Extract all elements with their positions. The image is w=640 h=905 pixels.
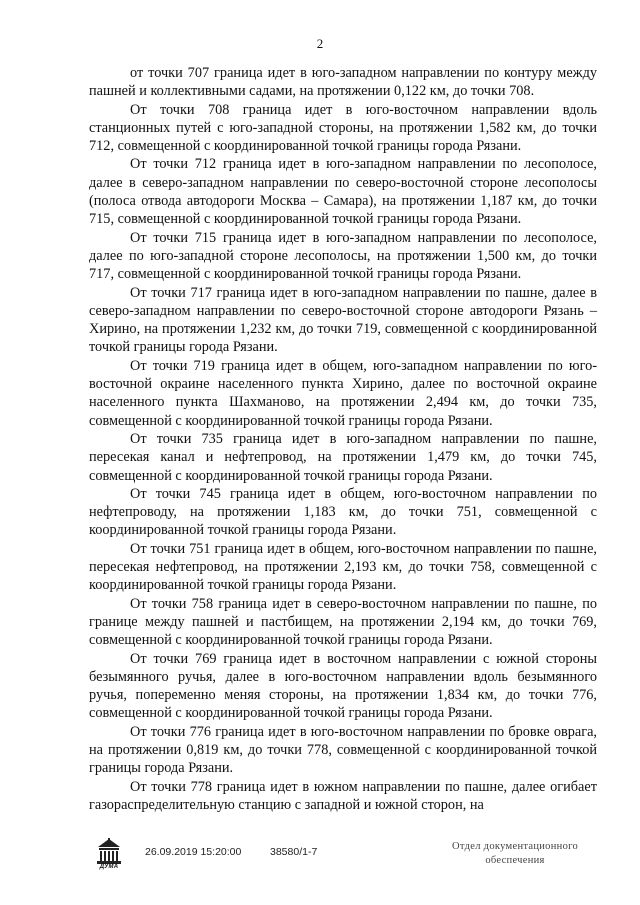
page-number: 2 xyxy=(316,36,324,51)
page-footer xyxy=(0,836,640,886)
paragraph: От точки 719 граница идет в общем, юго-западном направлении по юго-восточной окраине населенного пункта Хирино, далее по восточной окраине населенного пункта Шахманово, на протяжении 2,494 км, до точки 735, совмещенной с координированной точкой границы города Рязани. xyxy=(89,357,597,429)
document-body xyxy=(89,64,597,814)
footer-department xyxy=(440,840,590,868)
footer-doc-code: 38580/1-7 xyxy=(270,846,318,858)
paragraph: От точки 769 граница идет в восточном направлении с южной стороны безымянного ручья, далее в юго-восточном направлении вдоль безымянного ручья, попеременно меняя стороны, на протяжении 1,834 км, до точки 776, совмещенной с координированной точкой границы города Рязани. xyxy=(89,650,597,722)
logo-caption: ДУМА xyxy=(99,864,119,870)
paragraph: От точки 715 граница идет в юго-западном направлении по лесополосе, далее по юго-западной стороне лесополосы, на протяжении 1,500 км, до точки 717, совмещенной с координированной точкой границы города Рязани. xyxy=(89,229,597,283)
paragraph: От точки 735 граница идет в юго-западном направлении по пашне, пересекая канал и нефтепровод, на протяжении 1,479 км, до точки 745, совмещенной с координированной точкой границы города Рязани. xyxy=(89,430,597,484)
paragraph: От точки 712 граница идет в юго-западном направлении по лесополосе, далее в северо-западном направлении по северо-восточной стороне лесополосы (полоса отвода автодороги Москва – Самара), на протяжении 1,187 км, до точки 715, совмещенной с координированной точкой границы города Рязани. xyxy=(89,156,597,228)
paragraph: От точки 745 граница идет в общем, юго-восточном направлении по нефтепроводу, на протяжении 1,183 км, до точки 751, совмещенной с координированной точкой границы города Рязани. xyxy=(89,485,597,539)
paragraph: От точки 708 граница идет в юго-восточном направлении вдоль станционных путей с юго-западной стороны, на протяжении 1,582 км, до точки 712, совмещенной с координированной точкой границы города Рязани. xyxy=(89,101,597,155)
paragraph: От точки 717 граница идет в юго-западном направлении по пашне, далее в северо-западном направлении по северо-восточной стороне автодороги Рязань – Хирино, на протяжении 1,232 км, до точки 719, совмещенной с координированной точкой границы города Рязани. xyxy=(89,284,597,356)
department-line: Отдел документационного xyxy=(451,841,579,852)
paragraph: От точки 751 граница идет в общем, юго-восточном направлении по пашне, пересекая нефтепровод, на протяжении 2,193 км, до точки 758, совмещенной с координированной точкой границы города Рязани. xyxy=(89,540,597,594)
department-line: обеспечения xyxy=(485,855,545,866)
paragraph: от точки 707 граница идет в юго-западном направлении по контуру между пашней и коллективными садами, на протяжении 0,122 км, до точки 708. xyxy=(89,65,597,100)
footer-datetime: 26.09.2019 15:20:00 xyxy=(145,846,242,858)
paragraph: От точки 758 граница идет в северо-восточном направлении по пашне, по границе между пашней и пастбищем, на протяжении 2,194 км, до точки 769, совмещенной с координированной точкой границы города Рязани. xyxy=(89,595,597,649)
paragraph: От точки 778 граница идет в южном направлении по пашне, далее огибает газораспределительную станцию с западной и южной сторон, на xyxy=(89,778,597,813)
paragraph: От точки 776 граница идет в юго-восточном направлении по бровке оврага, на протяжении 0,819 км, до точки 778, совмещенной с координированной точкой границы города Рязани. xyxy=(89,723,597,777)
